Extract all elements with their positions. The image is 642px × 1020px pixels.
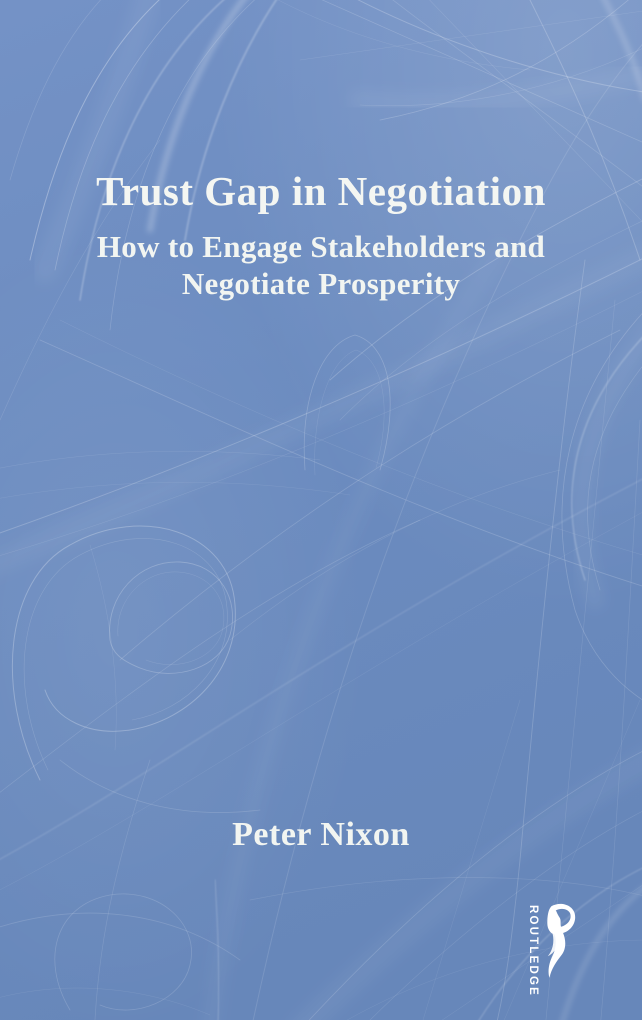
book-subtitle — [0, 228, 642, 302]
routledge-r-icon — [545, 903, 577, 981]
book-title: Trust Gap in Negotiation — [96, 168, 546, 214]
publisher-name: ROUTLEDGE — [527, 905, 539, 997]
routledge-logo — [523, 903, 577, 997]
subtitle-line-2: Negotiate Prosperity — [181, 266, 461, 301]
book-author: Peter Nixon — [232, 816, 410, 853]
subtitle-line-1: How to Engage Stakeholders and — [96, 229, 546, 264]
